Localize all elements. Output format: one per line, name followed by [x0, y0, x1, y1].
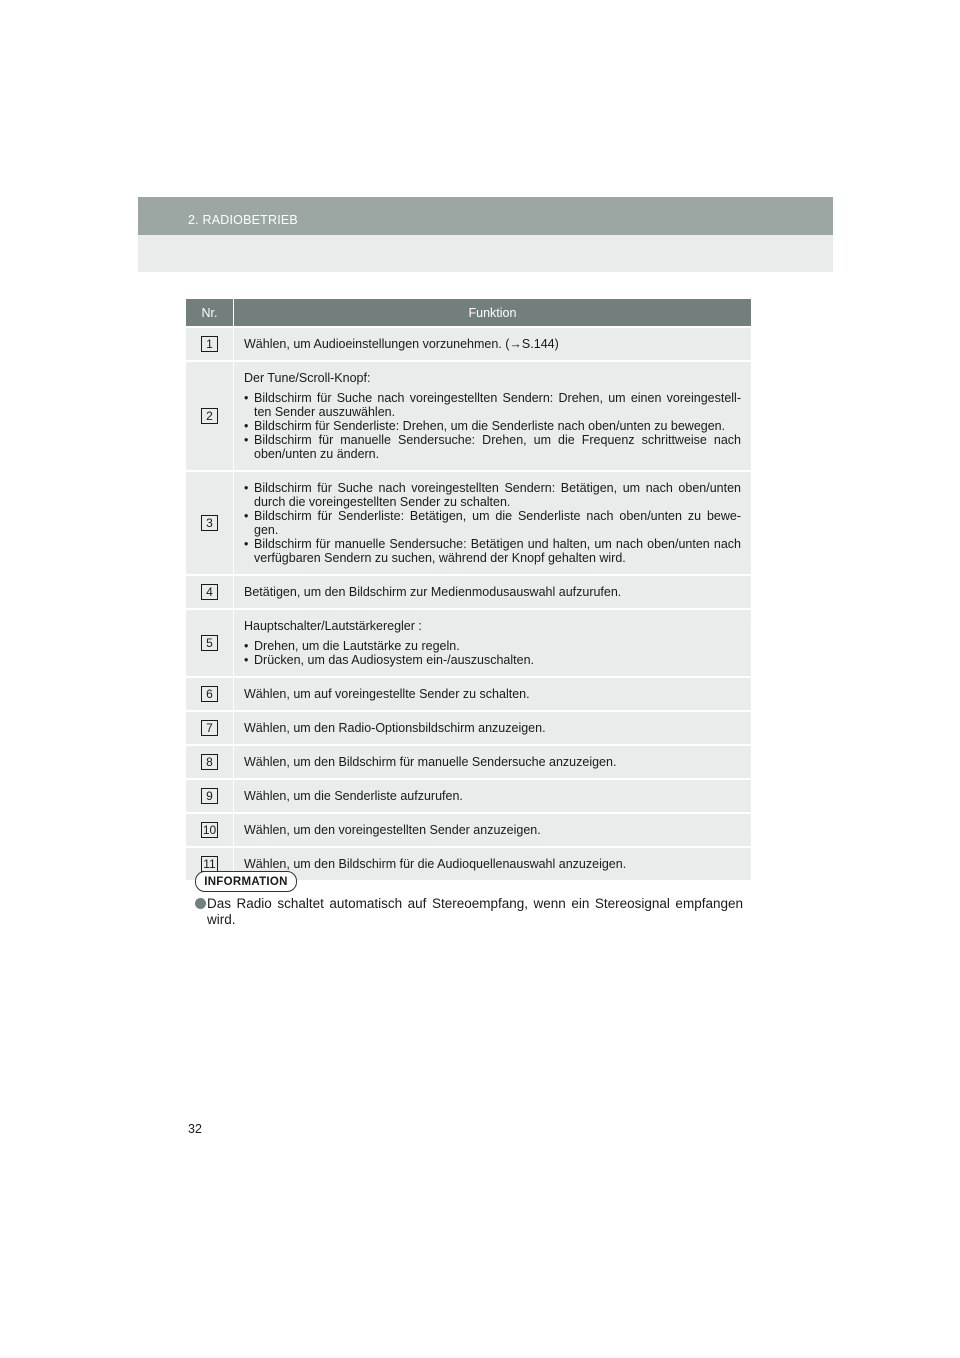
- table-row: [186, 470, 751, 574]
- bullet-item: • Bildschirm für Suche nach voreingestellten Sendern: Betätigen, um nach oben/unten durch die voreingestellten Sender zu schalten.: [244, 481, 741, 509]
- row-number-cell: [186, 746, 234, 778]
- section-title: 2. RADIOBETRIEB: [188, 213, 298, 227]
- bullet-dot-icon: [195, 898, 206, 909]
- row-description: Wählen, um den Bildschirm für manuelle Sendersuche anzuzeigen.: [244, 755, 617, 769]
- row-function-cell: [234, 472, 751, 574]
- row-description: Der Tune/Scroll-Knopf:: [244, 371, 371, 385]
- row-number-box: 8: [201, 754, 218, 770]
- row-description: Wählen, um die Senderliste aufzurufen.: [244, 789, 463, 803]
- bullet-list: [244, 391, 741, 461]
- information-note: [195, 896, 743, 928]
- information-text: Das Radio schaltet automatisch auf Stereoempfang, wenn ein Stereosignal empfangen wird.: [207, 896, 743, 927]
- row-number-box: 4: [201, 584, 218, 600]
- row-number-cell: [186, 362, 234, 470]
- row-function-cell: [234, 746, 751, 778]
- bullet-item: • Bildschirm für manuelle Sendersuche: Drehen, um die Frequenz schrittweise nach oben/unten zu ändern.: [244, 433, 741, 461]
- row-number-cell: [186, 328, 234, 360]
- table-header: [186, 299, 751, 326]
- row-description: Wählen, um auf voreingestellte Sender zu schalten.: [244, 687, 530, 701]
- row-function-cell: [234, 780, 751, 812]
- bullet-item: • Bildschirm für Senderliste: Betätigen, um die Senderliste nach oben/unten zu bewe-gen.: [244, 509, 741, 537]
- row-function-cell: [234, 678, 751, 710]
- column-header-function: Funktion: [468, 305, 517, 320]
- table-row: [186, 360, 751, 470]
- row-description: Wählen, um Audioeinstellungen vorzunehmen. (→S.144): [244, 337, 559, 351]
- row-number-box: 3: [201, 515, 218, 531]
- row-number-box: 7: [201, 720, 218, 736]
- bullet-item: • Drehen, um die Lautstärke zu regeln.: [244, 639, 741, 653]
- row-function-cell: [234, 362, 751, 470]
- bullet-item: • Bildschirm für manuelle Sendersuche: Betätigen und halten, um nach oben/unten nach verfügbaren Sendern zu suchen, während der Knopf gehalten wird.: [244, 537, 741, 565]
- row-description: Wählen, um den Bildschirm für die Audioquellenauswahl anzuzeigen.: [244, 857, 627, 871]
- row-description: Wählen, um den voreingestellten Sender anzuzeigen.: [244, 823, 541, 837]
- table-row: [186, 744, 751, 778]
- row-number-box: 5: [201, 635, 218, 651]
- row-number-box: 11: [201, 856, 218, 872]
- row-function-cell: [234, 610, 751, 676]
- row-description: Betätigen, um den Bildschirm zur Medienmodusauswahl aufzurufen.: [244, 585, 622, 599]
- row-number-cell: [186, 610, 234, 676]
- table-row: [186, 608, 751, 676]
- bullet-item: • Bildschirm für Suche nach voreingestellten Sendern: Drehen, um einen voreingestell-ten Sender auszuwählen.: [244, 391, 741, 419]
- row-number-box: 10: [202, 823, 217, 837]
- table-body: [186, 326, 751, 880]
- table-row: [186, 710, 751, 744]
- row-function-cell: [234, 814, 751, 846]
- row-number-cell: [186, 678, 234, 710]
- row-function-cell: [234, 328, 751, 360]
- bullet-list: [244, 639, 741, 667]
- bullet-item: • Drücken, um das Audiosystem ein-/auszuschalten.: [244, 653, 741, 667]
- table-row: [186, 676, 751, 710]
- table-row: [186, 574, 751, 608]
- row-number-cell: [186, 780, 234, 812]
- section-header-subband: [138, 235, 833, 272]
- row-number-cell: [186, 472, 234, 574]
- function-table: [186, 299, 751, 880]
- row-number-cell: [186, 814, 234, 846]
- row-function-cell: [234, 848, 751, 880]
- row-number-cell: [186, 712, 234, 744]
- table-row: [186, 326, 751, 360]
- row-function-cell: [234, 712, 751, 744]
- row-number-box: 2: [201, 408, 218, 424]
- row-number-cell: [186, 576, 234, 608]
- bullet-list: [244, 481, 741, 565]
- information-badge: INFORMATION: [195, 871, 297, 892]
- row-description: Hauptschalter/Lautstärkeregler :: [244, 619, 422, 633]
- row-number-box: 1: [201, 336, 218, 352]
- table-row: [186, 812, 751, 846]
- row-function-cell: [234, 576, 751, 608]
- bullet-item: • Bildschirm für Senderliste: Drehen, um die Senderliste nach oben/unten zu bewegen.: [244, 419, 741, 433]
- column-header-nr: Nr.: [186, 299, 234, 326]
- row-description: Wählen, um den Radio-Optionsbildschirm anzuzeigen.: [244, 721, 546, 735]
- table-row: [186, 778, 751, 812]
- row-number-box: 6: [201, 686, 218, 702]
- row-number-box: 9: [201, 788, 218, 804]
- page-number: 32: [188, 1122, 202, 1136]
